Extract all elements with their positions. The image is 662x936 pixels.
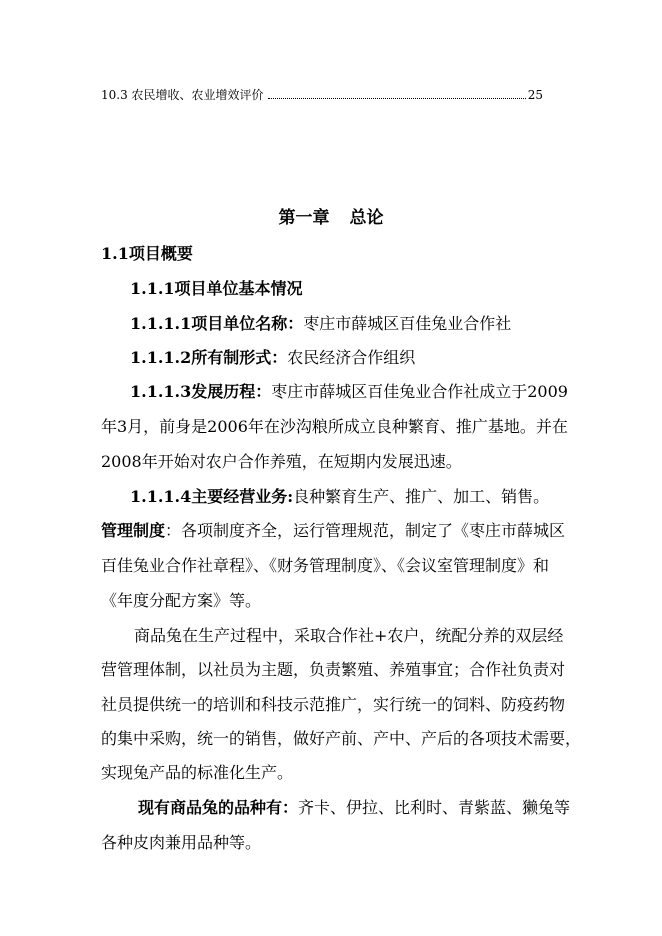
varieties-label: 现有商品兔的品种有：	[138, 798, 299, 817]
chapter-title: 第一章 总论	[278, 208, 384, 228]
item-history-line-3: 2008年开始对农户合作养殖，在短期内发展迅速。	[101, 452, 462, 471]
item-ownership	[130, 346, 415, 370]
management-line-2: 百佳兔业合作社章程》、《财务管理制度》、《会议室管理制度》和	[101, 556, 550, 575]
item-business-label: 1.1.1.4主要经营业务:	[130, 487, 294, 506]
item-ownership-label: 1.1.1.2所有制形式：	[130, 348, 288, 367]
rabbit-paragraph-line-5: 实现兔产品的标准化生产。	[101, 763, 294, 782]
management-label: 管理制度	[101, 521, 166, 540]
management-text-1: ：各项制度齐全，运行管理规范，制定了《枣庄市薛城区	[165, 521, 566, 540]
toc-leader-dots	[268, 97, 526, 99]
item-history-label: 1.1.1.3发展历程：	[130, 382, 272, 401]
toc-entry-page: 25	[527, 88, 543, 102]
item-business-value: 良种繁育生产、推广、加工、销售。	[293, 487, 550, 506]
management-line-1	[101, 519, 565, 543]
item-unit-name-value: 枣庄市薛城区百佳兔业合作社	[303, 314, 512, 333]
varieties-line-1	[138, 796, 570, 820]
item-ownership-value: 农民经济合作组织	[287, 348, 416, 367]
item-history-line-2: 年3月，前身是2006年在沙沟粮所成立良种繁育、推广基地。并在	[101, 417, 568, 436]
management-line-3: 《年度分配方案》等。	[101, 591, 262, 610]
item-history-line-1	[130, 380, 568, 404]
section-heading-1-1-1: 1.1.1项目单位基本情况	[130, 279, 303, 298]
rabbit-paragraph-line-2: 营管理体制，以社员为主题，负责繁殖、养殖事宜；合作社负责对	[101, 660, 566, 679]
rabbit-paragraph-line-1: 商品兔在生产过程中，采取合作社+农户，统配分养的双层经	[134, 626, 564, 645]
rabbit-paragraph-line-3: 社员提供统一的培训和科技示范推广，实行统一的饲料、防疫药物	[101, 695, 566, 714]
item-history-text-1: 枣庄市薛城区百佳兔业合作社成立于2009	[271, 382, 568, 401]
toc-entry[interactable]	[101, 86, 543, 104]
item-business	[130, 485, 549, 509]
rabbit-paragraph-line-4: 的集中采购，统一的销售，做好产前、产中、产后的各项技术需要，	[101, 729, 582, 748]
varieties-line-2: 各种皮肉兼用品种等。	[101, 833, 262, 852]
item-unit-name	[130, 312, 511, 336]
item-unit-name-label: 1.1.1.1项目单位名称：	[130, 314, 304, 333]
section-heading-1-1: 1.1项目概要	[101, 244, 193, 263]
varieties-text-1: 齐卡、伊拉、比利时、青紫蓝、獭兔等	[298, 798, 571, 817]
toc-entry-label: 10.3 农民增收、农业增效评价	[101, 88, 264, 102]
